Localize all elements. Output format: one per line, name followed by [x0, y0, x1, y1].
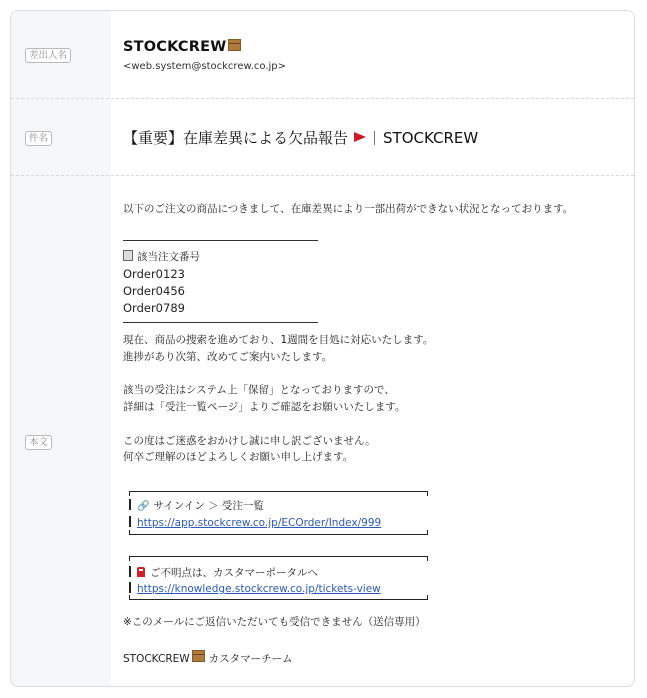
postbox-icon — [137, 567, 145, 577]
divider-rule — [123, 322, 318, 323]
email-preview-card — [10, 10, 635, 687]
hold-notice: 該当の受注はシステム上「保留」となっておりますので、 — [123, 384, 395, 396]
link-icon: 🔗 — [137, 501, 150, 512]
divider-rule — [123, 240, 318, 241]
label-column — [11, 99, 111, 176]
hold-notice: 詳細は「受注一覧ページ」よりご確認をお願いいたします。 — [123, 401, 406, 413]
subject-label: 件名 — [25, 131, 52, 146]
subject-text: 【重要】在庫差異による欠品報告 STOCKCREW — [123, 129, 479, 147]
signin-link-row — [129, 516, 381, 530]
order-item: Order0789 — [123, 301, 185, 315]
order-item: Order0456 — [123, 284, 185, 298]
noreply-notice: ※このメールにご返信いただいても受信できません（送信専用） — [123, 616, 426, 628]
sender-email: <web.system@stockcrew.co.jp> — [123, 61, 287, 72]
status-text: 現在、商品の捜索を進めており、1週間を目処に対応いたします。 — [123, 334, 434, 346]
apology-text: この度はご迷惑をおかけし誠に申し訳ございません。 — [123, 435, 376, 447]
order-item: Order0123 — [123, 267, 185, 281]
package-icon — [228, 39, 241, 51]
help-link[interactable]: https://knowledge.stockcrew.co.jp/tickets-view — [137, 583, 381, 595]
status-text: 進捗があり次第、改めてご案内いたします。 — [123, 351, 333, 363]
package-icon — [192, 650, 205, 662]
sender-name: STOCKCREW — [123, 39, 241, 55]
red-flag-icon — [354, 132, 366, 142]
memo-icon — [123, 250, 133, 261]
sender-row — [11, 11, 634, 99]
help-label: ご不明点は、カスタマーポータルへ — [129, 566, 318, 580]
apology-text: 何卒ご理解のほどよろしくお願い申し上げます。 — [123, 451, 354, 463]
signin-link[interactable]: https://app.stockcrew.co.jp/ECOrder/Index/999 — [137, 517, 382, 529]
help-link-row — [129, 582, 381, 596]
separator — [374, 131, 375, 145]
subject-row — [11, 99, 634, 176]
signature: STOCKCREW カスタマーチーム — [123, 650, 293, 666]
body-row — [11, 176, 634, 686]
label-column — [11, 176, 111, 686]
body-label: 本文 — [25, 435, 52, 450]
label-column — [11, 11, 111, 99]
intro-text: 以下のご注文の商品につきまして、在庫差異により一部出荷ができない状況となっております。 — [123, 203, 574, 215]
sender-label: 差出人名 — [25, 48, 71, 63]
signin-label: 🔗 サインイン ＞ 受注一覧 — [129, 499, 264, 514]
orders-heading: 該当注文番号 — [123, 250, 200, 264]
